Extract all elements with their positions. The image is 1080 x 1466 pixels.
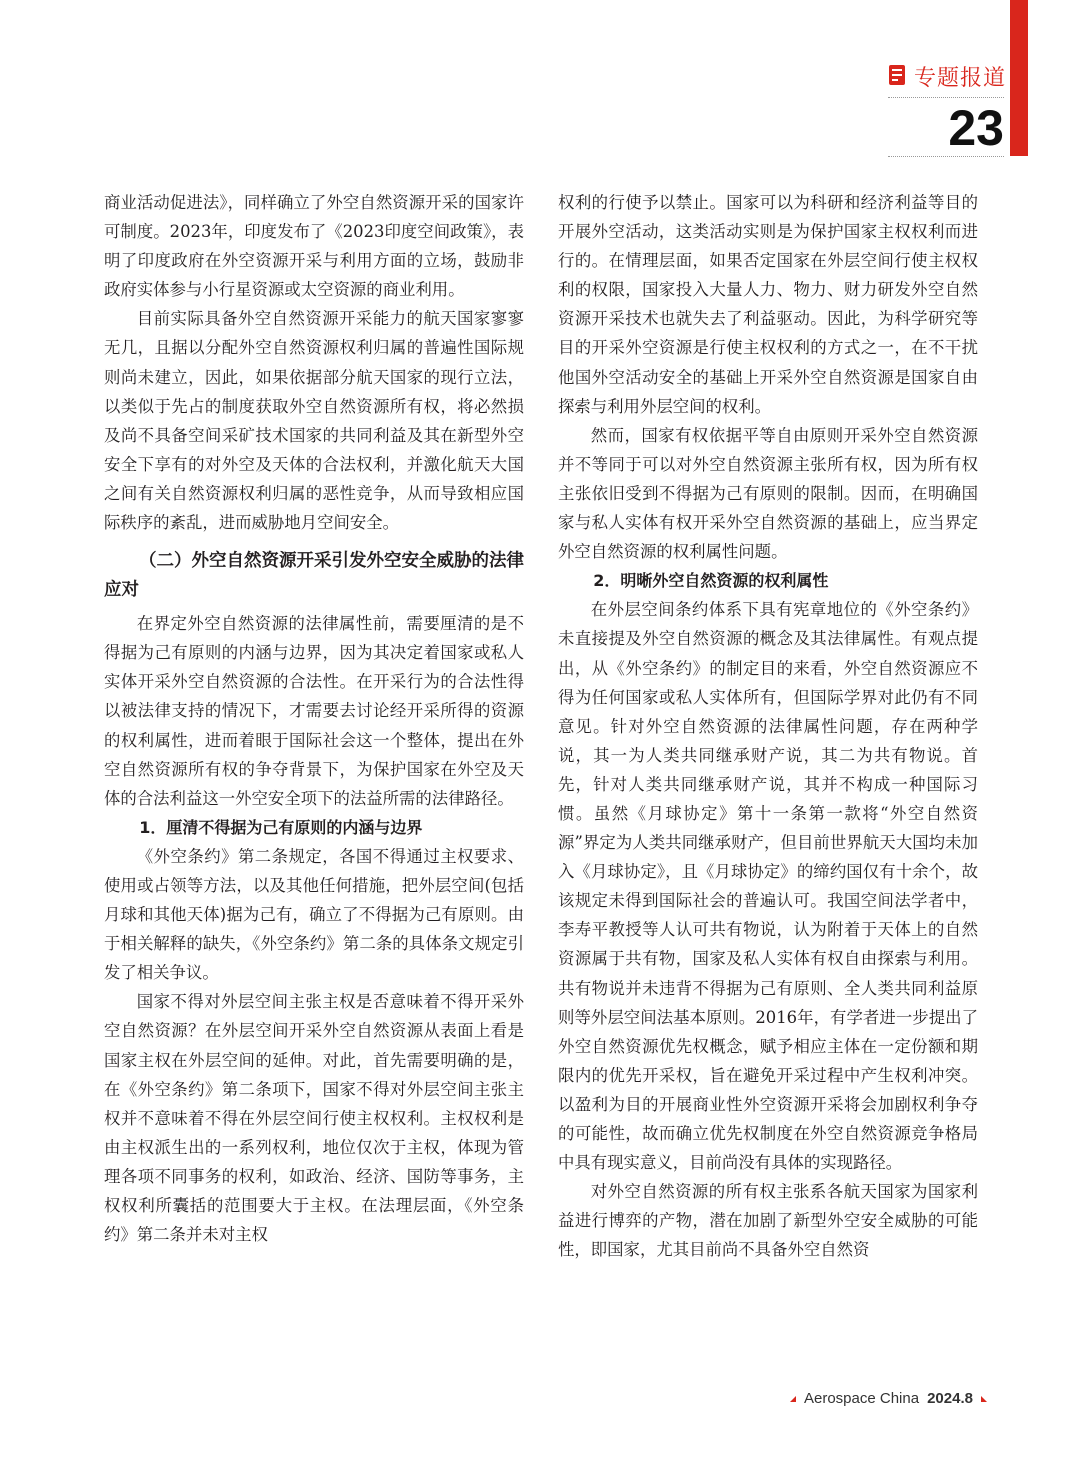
magazine-name: Aerospace China: [804, 1390, 920, 1407]
issue-number: 2024.8: [927, 1390, 973, 1407]
paragraph: 《外空条约》第二条规定，各国不得通过主权要求、使用或占领等方法，以及其他任何措施，把外层空间(包括月球和其他天体)据为己有，确立了不得据为己有原则。由于相关解释的缺失，《外空条约》第二条的具体条文规定引发了相关争议。: [104, 846, 524, 983]
header-accent-bar: [1010, 0, 1028, 156]
header-divider: [888, 156, 1004, 157]
triangle-icon: [790, 1396, 796, 1402]
paragraph: 在外层空间条约体系下具有宪章地位的《外空条约》未直接提及外空自然资源的概念及其法律属性。有观点提出，从《外空条约》的制定目的来看，外空自然资源应不得为任何国家或私人实体所有，但国际学界对此仍有不同意见。针对外空自然资源的法律属性问题，存在两种学说，其一为人类共同继承财产说，其二为共有物说。首先，针对人类共同继承财产说，其并不构成一种国际习惯。虽然《月球协定》第十一条第一款将“外空自然资源”界定为人类共同继承财产，但目前世界航天大国均未加入《月球协定》，且《月球协定》的缔约国仅有十余个，故该规定未得到国际社会的普遍认可。我国空间法学者中，李寿平教授等人认可共有物说，认为附着于天体上的自然资源属于共有物，国家及私人实体有权自由探索与利用。共有物说并未违背不得据为己有原则、全人类共同利益原则等外层空间法基本原则。2016年，有学者进一步提出了外空自然资源优先权概念，赋予相应主体在一定份额和期限内的优先开采权，旨在避免开采过程中产生权利冲突。以盈利为目的开展商业性外空资源开采将会加剧权利争夺的可能性，故而确立优先权制度在外空自然资源竞争格局中具有现实意义，目前尚没有具体的实现路径。: [558, 600, 978, 1173]
paragraph: 对外空自然资源的所有权主张系各航天国家为国家利益进行博弈的产物，潜在加剧了新型外空安全威胁的可能性，即国家，尤其目前尚不具备外空自然资: [558, 1182, 978, 1260]
page-number: 23: [948, 100, 1004, 156]
section-label: [888, 60, 1006, 92]
section-heading: （二）外空自然资源开采引发外空安全威胁的法律应对: [104, 551, 524, 601]
right-column: [558, 188, 978, 1264]
paragraph: 然而，国家有权依据平等自由原则开采外空自然资源并不等同于可以对外空自然资源主张所有权，因为所有权主张依旧受到不得据为己有原则的限制。因而，在明确国家与私人实体有权开采外空自然资源的基础上，应当界定外空自然资源的权利属性问题。: [558, 425, 978, 562]
paragraph: 商业活动促进法》，同样确立了外空自然资源开采的国家许可制度。2023年，印度发布了《2023印度空间政策》，表明了印度政府在外空资源开采与利用方面的立场，鼓励非政府实体参与小行星资源或太空资源的商业利用。: [104, 193, 524, 300]
triangle-icon: [981, 1396, 987, 1402]
document-icon: [888, 64, 908, 88]
page-footer: [790, 1390, 987, 1407]
paragraph: 在界定外空自然资源的法律属性前，需要厘清的是不得据为己有原则的内涵与边界，因为其决定着国家或私人实体开采外空自然资源的合法性。在开采行为的合法性得以被法律支持的情况下，才需要去讨论经开采所得的资源的权利属性，进而着眼于国际社会这一个整体，提出在外空自然资源所有权的争夺背景下，为保护国家在外空及天体的合法利益这一外空安全项下的法益所需的法律路径。: [104, 614, 524, 808]
subsection-heading: 2．明晰外空自然资源的权利属性: [593, 571, 829, 591]
section-title: 专题报道: [914, 65, 1007, 91]
left-column: [104, 188, 524, 1249]
paragraph: 国家不得对外层空间主张主权是否意味着不得开采外空自然资源？在外层空间开采外空自然资源从表面上看是国家主权在外层空间的延伸。对此，首先需要明确的是，在《外空条约》第二条项下，国家不得对外层空间主张主权并不意味着不得在外层空间行使主权权利。主权权利是由主权派生出的一系列权利，地位仅次于主权，体现为管理各项不同事务的权利，如政治、经济、国防等事务，主权权利所囊括的范围要大于主权。在法理层面，《外空条约》第二条并未对主权: [104, 992, 524, 1245]
paragraph: 目前实际具备外空自然资源开采能力的航天国家寥寥无几，且据以分配外空自然资源权利归属的普遍性国际规则尚未建立，因此，如果依据部分航天国家的现行立法，以类似于先占的制度获取外空自然资源所有权，将必然损及尚不具备空间采矿技术国家的共同利益及其在新型外空安全下享有的对外空及天体的合法权利，并激化航天大国之间有关自然资源权利归属的恶性竞争，从而导致相应国际秩序的紊乱，进而威胁地月空间安全。: [104, 309, 524, 533]
paragraph: 权利的行使予以禁止。国家可以为科研和经济利益等目的开展外空活动，这类活动实则是为保护国家主权权利而进行的。在情理层面，如果否定国家在外层空间行使主权权利的权限，国家投入大量人力、物力、财力研发外空自然资源开采技术也就失去了利益驱动。因此，为科学研究等目的开采外空资源是行使主权权利的方式之一，在不干扰他国外空活动安全的基础上开采外空自然资源是国家自由探索与利用外层空间的权利。: [558, 193, 978, 416]
header-divider: [888, 97, 1004, 98]
subsection-heading: 1．厘清不得据为己有原则的内涵与边界: [139, 817, 423, 837]
